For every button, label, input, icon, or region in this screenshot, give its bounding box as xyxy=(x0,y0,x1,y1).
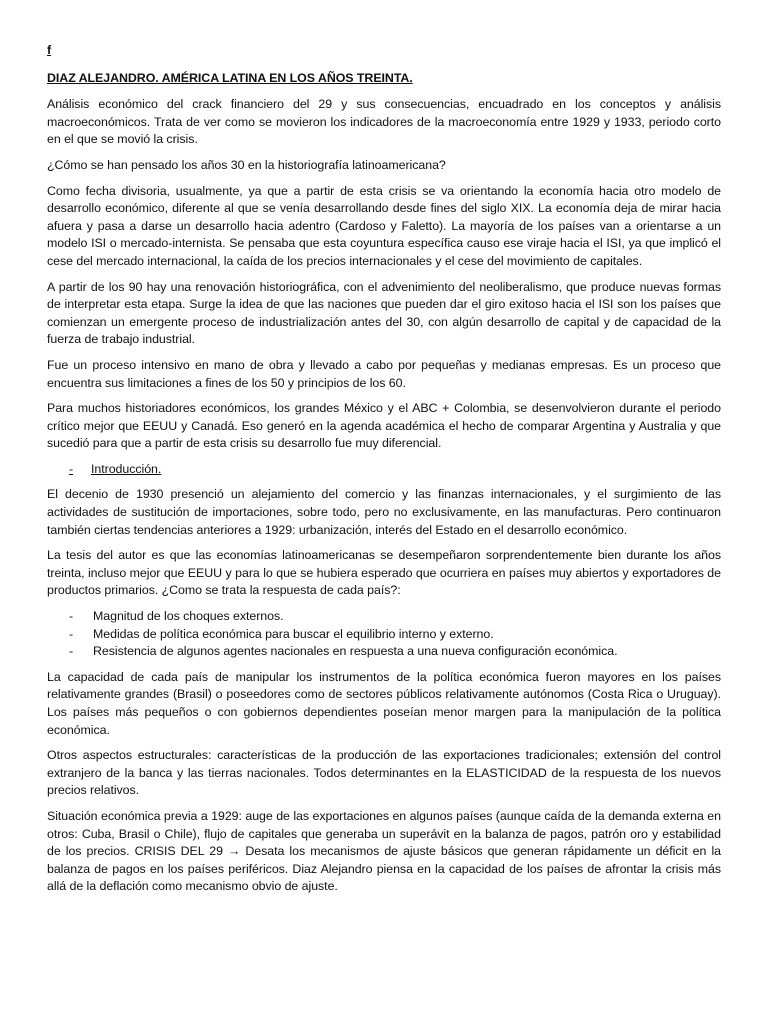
list-item-text: Medidas de política económica para buscar el equilibrio interno y externo. xyxy=(93,626,494,641)
paragraph: A partir de los 90 hay una renovación historiográfica, con el advenimiento del neoliberalismo, que produce nuevas formas de interpretar esta etapa. Surge la idea de que las naciones que pueden dar el giro exitoso hacia el ISI son los países que comienzan un emergente proceso de industrialización antes del 30, con algún desarrollo de capital y de capacidad de la fuerza de trabajo industrial. xyxy=(47,279,721,347)
bullet-dash: - xyxy=(69,626,74,641)
list-item-text: Resistencia de algunos agentes nacionales en respuesta a una nueva configuración económica. xyxy=(93,644,618,659)
document-title: DIAZ ALEJANDRO. AMÉRICA LATINA EN LOS AÑOS TREINTA. xyxy=(47,70,413,85)
paragraph: La capacidad de cada país de manipular los instrumentos de la política económica fueron mayores en los países relativamente grandes (Brasil) o poseedores como de sectores públicos relativamente autónomos (Costa Rica o Uruguay). Los países más pequeños o con gobiernos dependientes poseían menor margen para la manipulación de la política económica. xyxy=(47,669,721,737)
paragraph: Para muchos historiadores económicos, los grandes México y el ABC + Colombia, se desenvolvieron durante el periodo crítico mejor que EEUU y Canadá. Eso generó en la agenda académica el hecho de comparar Argentina y Australia y que sucedió para que a partir de esta crisis su desarrollo fue muy diferencial. xyxy=(47,401,721,451)
paragraph: Análisis económico del crack financiero del 29 y sus consecuencias, encuadrado en los conceptos y análisis macroeconómicos. Trata de ver como se movieron los indicadores de la macroeconomía entre 1929 y 1933, periodo corto en el que se movió la crisis. xyxy=(47,97,721,147)
paragraph: Como fecha divisoria, usualmente, ya que a partir de esta crisis se va orientando la economía hacia otro modelo de desarrollo económico, diferente al que se venía desarrollando desde fines del siglo XIX. La economía deja de mirar hacia afuera y pasa a darse un desarrollo hacia adentro (Cardoso y Faletto). La mayoría de los países van a orientarse a un modelo ISI o mercado-internista. Se pensaba que esta coyuntura específica causo ese viraje hacia el ISI, ya que implicó el cese del mercado internacional, la caída de los precios internacionales y el cese del movimiento de capitales. xyxy=(47,183,721,268)
section-heading-text: Introducción. xyxy=(91,461,162,476)
page-marker: f xyxy=(47,43,52,57)
paragraph: Fue un proceso intensivo en mano de obra y llevado a cabo por pequeñas y medianas empresas. Es un proceso que encuentra sus limitaciones a fines de los 50 y principios de los 60. xyxy=(47,357,721,390)
list-item xyxy=(47,643,721,661)
paragraph: Otros aspectos estructurales: características de la producción de las exportaciones tradicionales; extensión del control extranjero de la banca y las tierras nacionales. Todos determinantes en la ELASTICIDAD de la respuesta de los nuevos precios relativos. xyxy=(47,748,721,798)
list-item xyxy=(47,626,721,644)
paragraph: Situación económica previa a 1929: auge de las exportaciones en algunos países (aunque caída de la demanda externa en otros: Cuba, Brasil o Chile), flujo de capitales que generaba un superávit en la balanza de pagos, patrón oro y estabilidad de los precios. CRISIS DEL 29 → Desata los mecanismos de ajuste básicos que generan rápidamente un déficit en la balanza de pagos en los países periféricos. Diaz Alejandro piensa en la capacidad de los países de afrontar la crisis más allá de la deflación como mecanismo obvio de ajuste. xyxy=(47,808,721,894)
section-dash: - xyxy=(69,461,74,476)
paragraph: La tesis del autor es que las economías latinoamericanas se desempeñaron sorprendentemente bien durante los años treinta, incluso mejor que EEUU y para lo que se hubiera esperado que ocurriera en países muy abiertos y exportadores de productos primarios. ¿Como se trata la respuesta de cada país?: xyxy=(47,548,721,598)
paragraph: ¿Cómo se han pensado los años 30 en la historiografía latinoamericana? xyxy=(47,157,446,172)
bullet-list xyxy=(47,608,721,661)
bullet-dash: - xyxy=(69,644,74,659)
document-page xyxy=(47,42,721,904)
list-item-text: Magnitud de los choques externos. xyxy=(93,609,284,624)
list-item xyxy=(47,608,721,626)
bullet-dash: - xyxy=(69,609,74,624)
paragraph: El decenio de 1930 presenció un alejamiento del comercio y las finanzas internacionales, y el surgimiento de las actividades de sustitución de importaciones, sobre todo, pero no exclusivamente, en las manufacturas. Pero continuaron también ciertas tendencias anteriores a 1929: urbanización, interés del Estado en el desarrollo económico. xyxy=(47,487,721,537)
section-heading xyxy=(47,461,721,479)
